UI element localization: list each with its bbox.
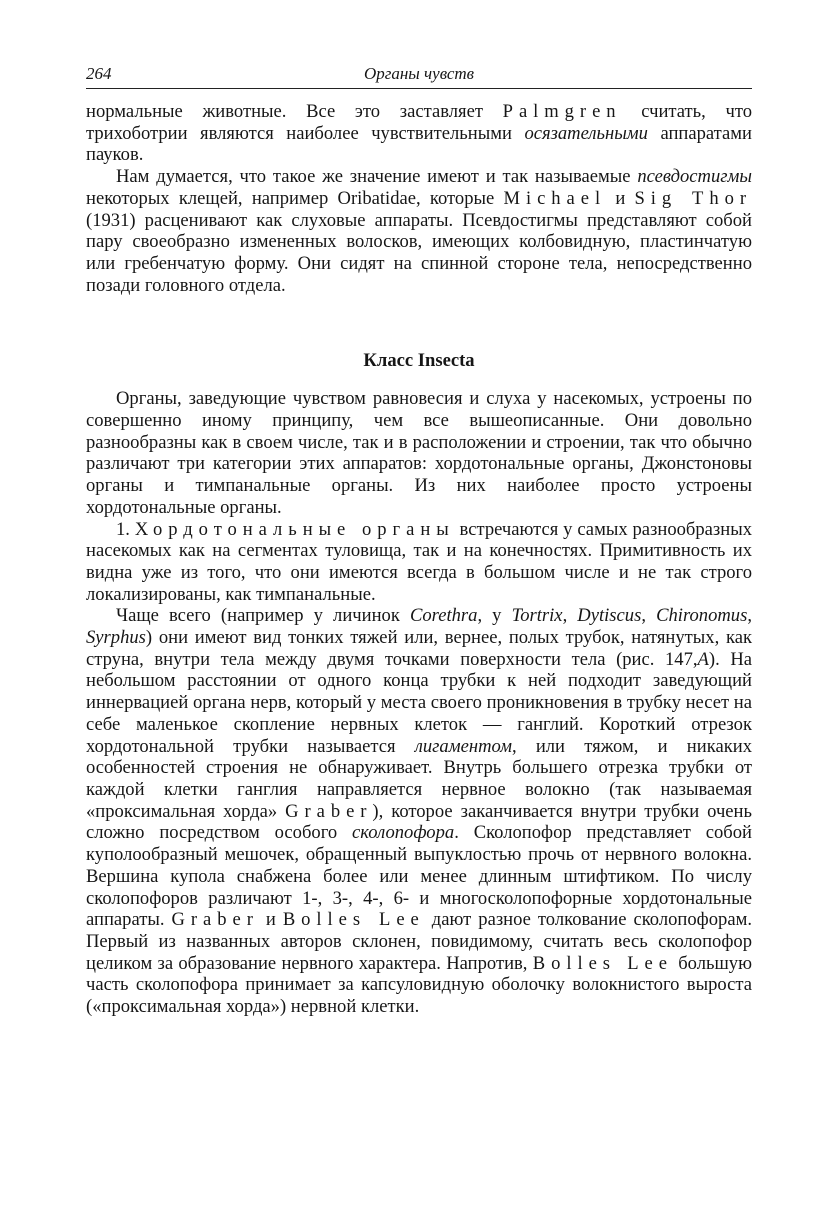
section-title: Класс Insecta bbox=[363, 350, 475, 372]
book-page bbox=[86, 60, 752, 1018]
author-name: Bolles Lee bbox=[282, 909, 425, 931]
author-name: Sig Thor bbox=[634, 187, 752, 209]
italic-term: сколопофора bbox=[352, 822, 455, 844]
author-name: Palmgren bbox=[502, 101, 622, 122]
running-head-title: Органы чувств bbox=[363, 64, 475, 83]
paragraph-3: Органы, заведующие чувством равновесия и слуха у насекомых, устроены по совершенно иному принципу, чем все вышеописанные. Они довольно разнообразны как в своем числе, так и в расположении и строении, так что обычно различают три категории этих аппаратов: хордотональные органы, Джонстоновы органы и тимпанальные органы. Из них наиболее просто устроены хордотональные органы. bbox=[86, 388, 752, 518]
author-name: Graber bbox=[285, 800, 373, 822]
spaced-term: Хордотональные органы bbox=[134, 518, 455, 540]
author-name: Bolles Lee bbox=[532, 952, 673, 974]
italic-genus: Chironomus bbox=[656, 605, 748, 627]
paragraph-5: Чаще всего (например у личинок Corethra, у Tortrix, Dytiscus, Chironomus, Syrphus) они имеют вид тонких тяжей или, вернее, полых трубок, натянутых, как струна, внутри тела между двумя точками поверхности тела (рис. 147,A). На небольшом расстоянии от одного конца трубки к ней подходит заведующий иннервацией органа нерв, который у места своего проникновения в трубку несет на себе маленькое скопление нервных клеток — ганглий. Короткий отрезок хордотональной трубки называется лигаментом, или тяжом, и никаких особенностей строения не обнаруживает. Внутрь большего отрезка трубки от каждой клетки ганглия направляется нервное волокно (так называемая «проксимальная хорда» Graber), которое заканчивается внутри трубки очень сложно посредством особого сколопофора. Сколопофор представляет собой куполообразный мешочек, обращенный выпуклостью прочь от нервного волокна. Вершина купола снабжена более или менее длинным штифтиком. По числу сколопофоров различают 1-, 3-, 4-, 6- и многосколопофорные хордотональные аппараты. Graber и Bolles Lee дают разное толкование сколопофорам. Первый из названных авторов склонен, повидимому, считать весь сколопофор целиком за образование нервного характера. Напротив, Bolles Lee большую часть сколопофора принимает за капсуловидную оболочку волокнистого выроста («проксимальная хорда») нервной клетки. bbox=[86, 605, 753, 1018]
italic-term: осязательными bbox=[524, 122, 648, 144]
paragraph-1: нормальные животные. Все это заставляет Palmgren считать, что трихоботрии являются наиболее чувствительными осязательными аппаратами пауков. bbox=[86, 101, 753, 166]
italic-genus: Dytiscus bbox=[577, 605, 642, 627]
paragraph-4: 1. Хордотональные органы встречаются у самых разнообразных насекомых как на сегментах туловища, так и на конечностях. Примитивность их видна уже из того, что они имеются всегда в большом числе и не так строго локализированы, как тимпанальные. bbox=[86, 518, 753, 605]
italic-genus: Tortrix bbox=[511, 605, 563, 627]
running-head bbox=[86, 60, 752, 88]
header-rule bbox=[86, 88, 752, 89]
italic-term: лигаментом bbox=[414, 735, 512, 757]
author-name: Michael bbox=[503, 187, 607, 209]
italic-figure-ref: A bbox=[697, 648, 709, 670]
italic-genus: Syrphus bbox=[86, 627, 146, 649]
paragraph-2: Нам думается, что такое же значение имеют и так называемые псевдостигмы некоторых клещей, например Oribatidae, которые Michael и Sig Thor (1931) расценивают как слуховые аппараты. Псевдостигмы представляют собой пару своеобразно измененных волосков, имеющих колбовидную, пластинчатую или гребенчатую форму. Они сидят на спинной стороне тела, непосредственно позади головного отдела. bbox=[86, 166, 752, 296]
italic-genus: Corethra bbox=[409, 605, 478, 627]
author-name: Graber bbox=[171, 909, 259, 931]
italic-term: псевдостигмы bbox=[637, 166, 752, 188]
page-number: 264 bbox=[86, 64, 112, 83]
